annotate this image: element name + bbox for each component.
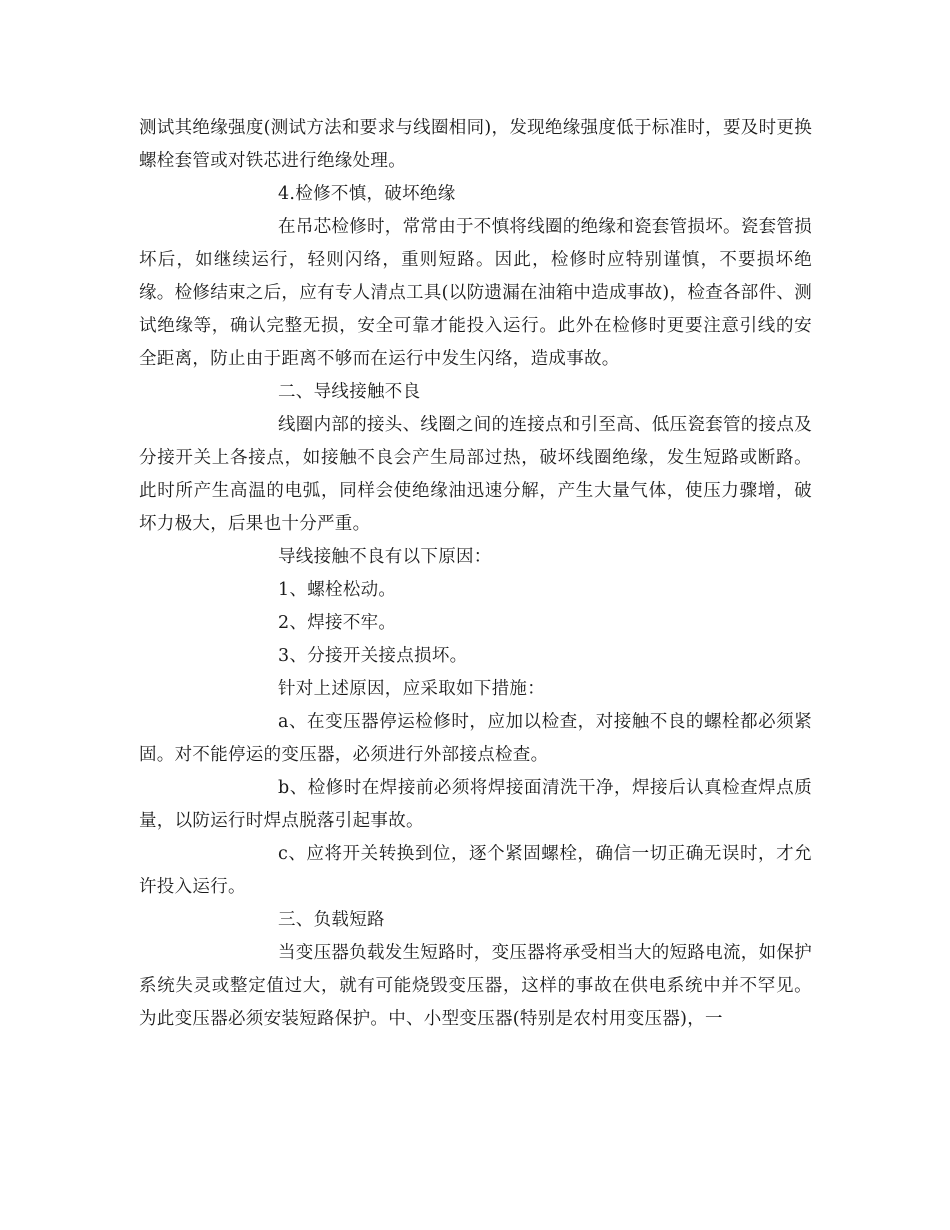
paragraph-contact-points: 线圈内部的接头、线圈之间的连接点和引至高、低压瓷套管的接点及分接开关上各接点，如接触不良会产生局部过热，破坏线圈绝缘，发生短路或断路。此时所产生高温的电弧，同样会使绝缘油迅速分解，产生大量气体，使压力骤增，破坏力极大，后果也十分严重。 xyxy=(139,415,812,534)
paragraph-causes-intro: 导线接触不良有以下原因： xyxy=(278,547,492,567)
list-item-cause-3: 3、分接开关接点损坏。 xyxy=(278,646,468,666)
list-item-measure-a: a、在变压器停运检修时，应加以检查，对接触不良的螺栓都必须紧固。对不能停运的变压器，必须进行外部接点检查。 xyxy=(139,712,812,765)
paragraph-short-circuit: 当变压器负载发生短路时，变压器将承受相当大的短路电流，如保护系统失灵或整定值过大，就有可能烧毁变压器，这样的事故在供电系统中并不罕见。为此变压器必须安装短路保护。中、小型变压器(特别是农村用变压器)，一 xyxy=(139,943,812,1029)
list-item-cause-1: 1、螺栓松动。 xyxy=(278,580,397,600)
heading-load-short-circuit: 三、负载短路 xyxy=(278,910,385,930)
list-item-measure-b: b、检修时在焊接前必须将焊接面清洗干净，焊接后认真检查焊点质量，以防运行时焊点脱落引起事故。 xyxy=(139,778,812,831)
list-item-cause-2: 2、焊接不牢。 xyxy=(278,613,397,633)
heading-careless-maintenance: 4.检修不慎，破坏绝缘 xyxy=(278,184,456,204)
list-item-measure-c: c、应将开关转换到位，逐个紧固螺栓，确信一切正确无误时，才允许投入运行。 xyxy=(139,844,812,897)
paragraph-insulation-test: 测试其绝缘强度(测试方法和要求与线圈相同)，发现绝缘强度低于标准时，要及时更换螺栓套管或对铁芯进行绝缘处理。 xyxy=(139,118,812,171)
paragraph-measures-intro: 针对上述原因，应采取如下措施： xyxy=(278,679,545,699)
paragraph-core-inspection: 在吊芯检修时，常常由于不慎将线圈的绝缘和瓷套管损坏。瓷套管损坏后，如继续运行，轻则闪络，重则短路。因此，检修时应特别谨慎，不要损坏绝缘。检修结束之后，应有专人清点工具(以防遗漏在油箱中造成事故)，检查各部件、测试绝缘等，确认完整无损，安全可靠才能投入运行。此外在检修时更要注意引线的安全距离，防止由于距离不够而在运行中发生闪络，造成事故。 xyxy=(139,217,812,369)
heading-poor-contact: 二、导线接触不良 xyxy=(278,382,421,402)
document-body xyxy=(139,112,812,1036)
